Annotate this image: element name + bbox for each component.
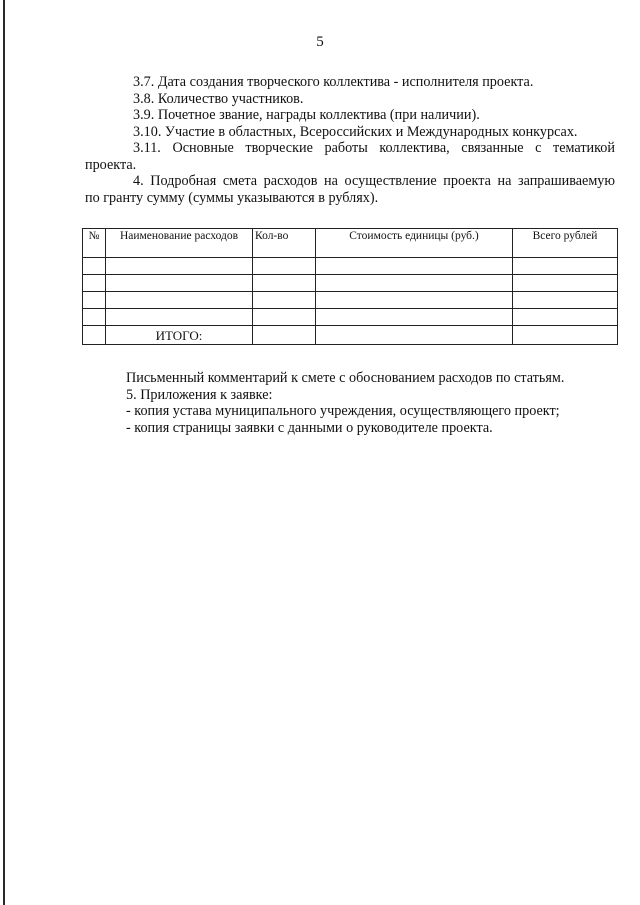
header-number: № xyxy=(83,229,106,258)
table-cell[interactable] xyxy=(106,292,253,309)
table-cell[interactable] xyxy=(83,258,106,275)
item-5-heading: 5. Приложения к заявке: xyxy=(126,386,273,403)
attachment-leader-page: - копия страницы заявки с данными о руководителе проекта. xyxy=(126,419,493,436)
table-cell[interactable] xyxy=(513,292,618,309)
table-cell[interactable] xyxy=(253,326,316,345)
item-3-11-line2: проекта. xyxy=(85,156,137,173)
table-cell[interactable] xyxy=(316,326,513,345)
header-quantity: Кол-во xyxy=(253,229,316,258)
item-4-line1: 4. Подробная смета расходов на осуществление проекта на запрашиваемую xyxy=(133,173,615,189)
table-cell[interactable] xyxy=(253,292,316,309)
table-cell[interactable] xyxy=(253,258,316,275)
item-3-7: 3.7. Дата создания творческого коллектива - исполнителя проекта. xyxy=(133,74,534,90)
item-3-8: 3.8. Количество участников. xyxy=(133,90,304,107)
table-cell[interactable] xyxy=(106,258,253,275)
table-cell[interactable] xyxy=(83,292,106,309)
header-unit-cost: Стоимость единицы (руб.) xyxy=(316,229,513,258)
table-cell[interactable] xyxy=(316,258,513,275)
table-cell[interactable] xyxy=(83,309,106,326)
section-3-text xyxy=(85,74,615,206)
table-cell[interactable] xyxy=(316,309,513,326)
table-cell[interactable] xyxy=(106,275,253,292)
table-cell[interactable] xyxy=(83,275,106,292)
page-edge-line xyxy=(3,0,5,905)
attachment-charter: - копия устава муниципального учреждения, осуществляющего проект; xyxy=(126,403,560,419)
item-4-line2: по гранту сумму (суммы указываются в рублях). xyxy=(85,189,379,206)
table-row xyxy=(83,258,618,275)
table-cell xyxy=(83,326,106,345)
total-label: ИТОГО: xyxy=(106,326,253,345)
table-row xyxy=(83,309,618,326)
estimate-comment: Письменный комментарий к смете с обоснованием расходов по статьям. xyxy=(126,370,565,386)
table-cell[interactable] xyxy=(316,275,513,292)
table-cell[interactable] xyxy=(513,275,618,292)
item-3-9: 3.9. Почетное звание, награды коллектива (при наличии). xyxy=(133,107,480,123)
item-3-10: 3.10. Участие в областных, Всероссийских и Международных конкурсах. xyxy=(133,123,578,140)
table-header-row xyxy=(83,229,618,258)
estimate-table xyxy=(82,228,618,345)
table-row xyxy=(83,292,618,309)
table-cell[interactable] xyxy=(106,309,253,326)
header-expense-name: Наименование расходов xyxy=(106,229,253,258)
section-5-text xyxy=(126,370,616,436)
table-cell[interactable] xyxy=(513,326,618,345)
item-3-11-line1: 3.11. Основные творческие работы коллектива, связанные с тематикой xyxy=(133,140,615,156)
table-cell[interactable] xyxy=(316,292,513,309)
table-cell[interactable] xyxy=(253,275,316,292)
table-row xyxy=(83,275,618,292)
page-number: 5 xyxy=(316,34,324,50)
table-cell[interactable] xyxy=(253,309,316,326)
table-cell[interactable] xyxy=(513,309,618,326)
header-total: Всего рублей xyxy=(513,229,618,258)
table-cell[interactable] xyxy=(513,258,618,275)
table-total-row xyxy=(83,326,618,345)
